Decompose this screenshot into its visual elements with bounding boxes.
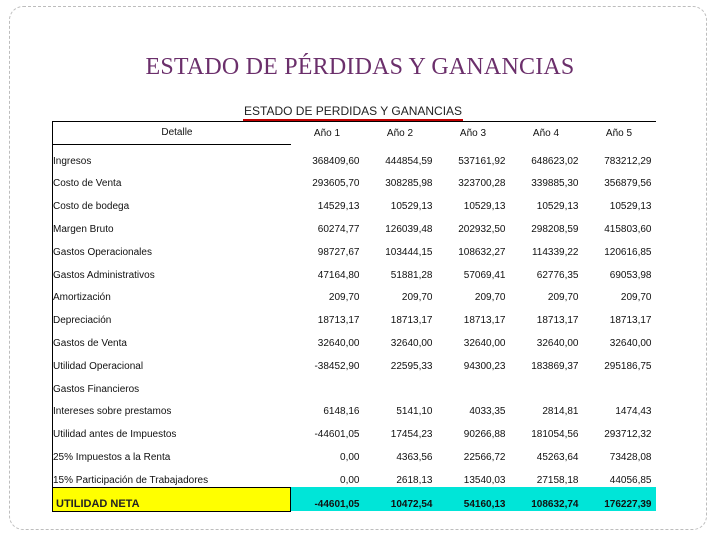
cell-value: 183869,37	[531, 360, 579, 372]
total-value: 176227,39	[583, 487, 656, 511]
cell-value: 209,70	[474, 292, 506, 304]
cell-value: 73428,08	[609, 451, 652, 463]
cell-value: 5141,10	[396, 406, 433, 418]
cell-value: 209,70	[547, 292, 579, 304]
total-value: 54160,13	[437, 487, 510, 511]
header-year: Año 4	[510, 122, 583, 145]
cell-value: 298208,59	[531, 223, 579, 235]
cell-value: 10529,13	[390, 201, 433, 213]
cell-value: 32640,00	[317, 337, 360, 349]
cell-value: 27158,18	[536, 475, 579, 487]
cell-value: -38452,90	[314, 360, 360, 372]
table-row	[53, 441, 656, 464]
cell-value: 295186,75	[604, 360, 652, 372]
table-row	[53, 282, 656, 305]
table-row	[53, 396, 656, 419]
cell-value: 22566,72	[463, 451, 506, 463]
row-label: 15% Participación de Trabajadores	[53, 464, 291, 487]
cell-value: 17454,23	[390, 429, 433, 441]
cell-value: 4363,56	[396, 451, 433, 463]
cell-value: 120616,85	[604, 246, 652, 258]
cell-value: 94300,23	[463, 360, 506, 372]
cell-value: 444854,59	[385, 155, 433, 167]
cell-value: 62776,35	[536, 269, 579, 281]
row-label: Gastos de Venta	[53, 327, 291, 350]
row-label: Costo de bodega	[53, 190, 291, 213]
cell-value: 69053,98	[609, 269, 652, 281]
cell-value	[510, 373, 583, 396]
cell-value: 181054,56	[531, 429, 579, 441]
total-label: UTILIDAD NETA	[53, 487, 291, 511]
table-row	[53, 236, 656, 259]
cell-value: 14529,13	[317, 201, 360, 213]
cell-value: 537161,92	[458, 155, 506, 167]
cell-value: 32640,00	[390, 337, 433, 349]
table-row	[53, 168, 656, 191]
cell-value: 6148,16	[323, 406, 360, 418]
cell-value: 356879,56	[604, 178, 652, 190]
cell-value: 108632,27	[458, 246, 506, 258]
cell-value: 18713,17	[536, 315, 579, 327]
row-label: Costo de Venta	[53, 168, 291, 191]
cell-value: 18713,17	[390, 315, 433, 327]
cell-value: 2618,13	[396, 475, 433, 487]
cell-value: 209,70	[620, 292, 652, 304]
cell-value	[437, 373, 510, 396]
cell-value: 4033,35	[469, 406, 506, 418]
table-title: ESTADO DE PERDIDAS Y GANANCIAS	[243, 104, 463, 121]
cell-value: 308285,98	[385, 178, 433, 190]
cell-value: -44601,05	[314, 429, 360, 441]
cell-value: 22595,33	[390, 360, 433, 372]
cell-value: 47164,80	[317, 269, 360, 281]
row-label: Ingresos	[53, 144, 291, 167]
table-row	[53, 213, 656, 236]
cell-value: 60274,77	[317, 223, 360, 235]
cell-value: 10529,13	[536, 201, 579, 213]
total-row	[53, 487, 656, 511]
row-label: Intereses sobre prestamos	[53, 396, 291, 419]
pnl-table	[52, 121, 656, 512]
total-value: 10472,54	[364, 487, 437, 511]
table-row	[53, 190, 656, 213]
cell-value: 293712,32	[604, 429, 652, 441]
cell-value: 51881,28	[390, 269, 433, 281]
cell-value: 90266,88	[463, 429, 506, 441]
cell-value: 18713,17	[317, 315, 360, 327]
cell-value: 32640,00	[609, 337, 652, 349]
table-row	[53, 418, 656, 441]
cell-value: 209,70	[401, 292, 433, 304]
cell-value: 415803,60	[604, 223, 652, 235]
table-row	[53, 304, 656, 327]
slide-title: ESTADO DE PÉRDIDAS Y GANANCIAS	[145, 54, 575, 80]
cell-value: 10529,13	[463, 201, 506, 213]
header-year: Año 1	[291, 122, 364, 145]
cell-value	[364, 373, 437, 396]
cell-value: 32640,00	[463, 337, 506, 349]
row-label: Utilidad antes de Impuestos	[53, 418, 291, 441]
table-row	[53, 350, 656, 373]
cell-value	[291, 373, 364, 396]
cell-value: 2814,81	[542, 406, 579, 418]
cell-value: 98727,67	[317, 246, 360, 258]
cell-value: 13540,03	[463, 475, 506, 487]
cell-value: 126039,48	[385, 223, 433, 235]
cell-value: 323700,28	[458, 178, 506, 190]
cell-value: 1474,43	[615, 406, 652, 418]
header-row	[53, 122, 656, 145]
total-value: -44601,05	[291, 487, 364, 511]
table-row	[53, 327, 656, 350]
cell-value: 114339,22	[531, 246, 579, 258]
row-label: Gastos Administrativos	[53, 259, 291, 282]
cell-value: 783212,29	[604, 155, 652, 167]
cell-value: 339885,30	[531, 178, 579, 190]
table-row	[53, 464, 656, 487]
header-year: Año 3	[437, 122, 510, 145]
row-label: Amortización	[53, 282, 291, 305]
cell-value	[583, 373, 656, 396]
header-detalle: Detalle	[53, 122, 291, 145]
row-label: Gastos Financieros	[53, 373, 291, 396]
cell-value: 209,70	[328, 292, 360, 304]
cell-value: 648623,02	[531, 155, 579, 167]
cell-value: 57069,41	[463, 269, 506, 281]
row-label: Gastos Operacionales	[53, 236, 291, 259]
cell-value: 44056,85	[609, 475, 652, 487]
cell-value: 0,00	[340, 475, 360, 487]
cell-value: 103444,15	[385, 246, 433, 258]
table-row	[53, 259, 656, 282]
row-label: Utilidad Operacional	[53, 350, 291, 373]
cell-value: 10529,13	[609, 201, 652, 213]
cell-value: 293605,70	[312, 178, 360, 190]
total-value: 108632,74	[510, 487, 583, 511]
table-row	[53, 144, 656, 167]
header-year: Año 2	[364, 122, 437, 145]
cell-value: 45263,64	[536, 451, 579, 463]
row-label: Depreciación	[53, 304, 291, 327]
cell-value: 0,00	[340, 451, 360, 463]
cell-value: 368409,60	[312, 155, 360, 167]
cell-value: 18713,17	[463, 315, 506, 327]
header-year: Año 5	[583, 122, 656, 145]
cell-value: 32640,00	[536, 337, 579, 349]
table-row	[53, 373, 656, 396]
cell-value: 18713,17	[609, 315, 652, 327]
cell-value: 202932,50	[458, 223, 506, 235]
row-label: 25% Impuestos a la Renta	[53, 441, 291, 464]
row-label: Margen Bruto	[53, 213, 291, 236]
